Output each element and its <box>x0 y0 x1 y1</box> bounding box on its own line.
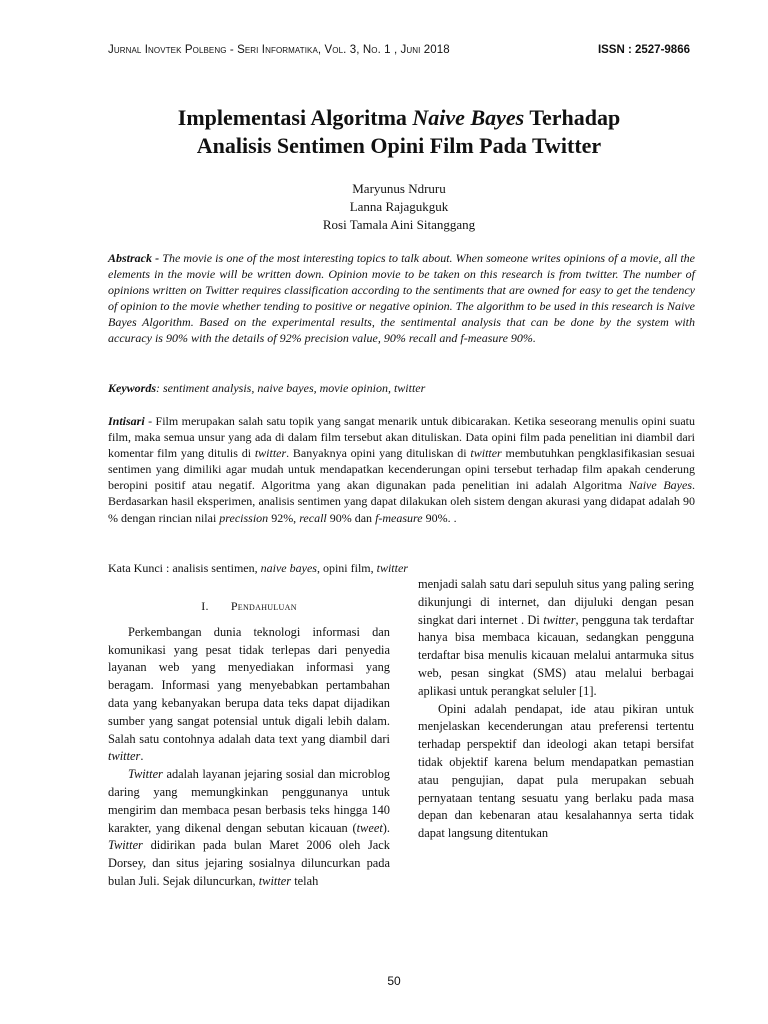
intisari-text: 90% dan <box>326 510 376 525</box>
paragraph-italic: twitter <box>108 749 141 764</box>
intisari <box>108 413 695 526</box>
intisari-italic: f-measure <box>375 510 423 525</box>
author: Rosi Tamala Aini Sitanggang <box>322 217 476 232</box>
section-heading <box>108 598 390 616</box>
kata-kunci <box>108 560 695 576</box>
paragraph-text: telah <box>291 873 319 888</box>
paragraph-text: ). <box>382 820 390 835</box>
paragraph-text: . <box>140 749 144 764</box>
abstract-label: Abstrack - <box>108 251 160 265</box>
keywords-label: Keywords <box>108 381 156 395</box>
paragraph-text: adalah layanan jejaring sosial dan microblog daring yang memungkinkan penggunanya untuk mengirim dan membaca pesan berbasis teks hingga 140 karakter, yang dikenal dengan sebutan kicauan ( <box>108 767 390 835</box>
intisari-label: Intisari <box>108 414 145 428</box>
paragraph-text: , pengguna tak terdaftar hanya bisa membaca kicauan, sedangkan pengguna terdaftar bisa menulis kicauan melalui antarmuka situs web, pesan singkat (SMS) atau melalui berbagai aplikasi untuk perangkat seluler [1]. <box>418 612 694 698</box>
title-italic: Naive Bayes <box>412 105 525 130</box>
kata-kunci-italic: naive bayes <box>260 561 317 575</box>
paragraph <box>108 624 390 766</box>
paragraph-text: menjadi salah satu dari sepuluh situs yang paling sering dikunjungi di internet, dan dijuluki dengan pesan singkat dari internet . Di <box>418 577 694 627</box>
intisari-text: 92%, <box>268 510 300 525</box>
kata-kunci-text: , opini film, <box>316 561 377 575</box>
intisari-text: . Berdasarkan hasil eksperimen, analisis sentimen yang dapat dilakukan oleh sistem dengan akurasi yang didapat adalah 90 % dengan rincian nilai <box>108 478 695 525</box>
page-number: 50 <box>387 974 401 988</box>
paragraph-italic: twitter <box>543 612 576 627</box>
title-line-2: Analisis Sentimen Opini Film Pada Twitter <box>196 133 602 158</box>
intisari-italic: twitter <box>254 446 287 461</box>
keywords <box>108 380 695 396</box>
right-column <box>418 576 694 843</box>
journal-citation: Jurnal Inovtek Polbeng - Seri Informatika, Vol. 3, No. 1 , Juni 2018 <box>108 44 450 56</box>
author: Lanna Rajagukguk <box>349 199 449 214</box>
author: Maryunus Ndruru <box>352 181 446 196</box>
intisari-italic: precission <box>219 510 269 525</box>
paper-title <box>108 104 690 160</box>
author-list <box>108 180 690 234</box>
section-title: Pendahuluan <box>230 599 297 613</box>
issn: ISSN : 2527-9866 <box>597 44 690 56</box>
intisari-italic: Naive Bayes <box>628 478 692 493</box>
intisari-italic: twitter <box>470 446 502 461</box>
paragraph-text: Perkembangan dunia teknologi informasi dan komunikasi yang pesat tidak terlepas dari penyedia layanan web yang menyediakan informasi yang beragam. Informasi yang menyebabkan pertambahan data yang kebanyakan berupa data teks dapat dijadikan sumber yang sangat potensial untuk digali lebih dalam. Salah satu contohnya adalah data text yang diambil dari <box>108 624 390 746</box>
kata-kunci-italic: twitter <box>376 561 408 575</box>
abstract-text: The movie is one of the most interesting topics to talk about. When someone writes opinions of a movie, all the elements in the movie will be written down. Opinion movie to be taken on this research is from twitter. The number of opinions written on Twitter requires classification according to the sentiments that are owned for easy to get the tendency of opinion to the movie whether tending to positive or negative opinion. The algorithm to be used in this research is Naive Bayes Algorithm. Based on the experimental results, the sentimental analysis that can be done by the system with accuracy is 90% with the details of 92% precision value, 90% recall and f-measure 90%. <box>108 251 696 345</box>
intisari-italic: recall <box>299 510 327 525</box>
title-text: Terhadap <box>524 105 621 130</box>
running-header <box>108 44 690 62</box>
title-text: Implementasi Algoritma <box>177 105 413 130</box>
paragraph <box>108 766 390 891</box>
kata-kunci-text: Kata Kunci : analisis sentimen, <box>108 561 261 575</box>
paragraph-italic: twitter <box>258 873 292 888</box>
title-line-1 <box>108 104 690 132</box>
paragraph-italic: Twitter <box>108 838 143 853</box>
intisari-text: - Film merupakan salah satu topik yang sangat menarik untuk dibicarakan. Ketika seseorang menulis opini suatu film, maka semua unsur yang ada di dalam film tersebut akan dituliskan. Data opini film pada penelitian ini diambil dari komentar film yang ditulis di <box>108 414 695 461</box>
intisari-text: 90%. . <box>422 510 457 525</box>
keywords-text: : sentiment analysis, naive bayes, movie opinion, twitter <box>156 381 426 395</box>
section-number: I. <box>201 599 209 613</box>
abstract <box>108 250 695 346</box>
paragraph: Opini adalah pendapat, ide atau pikiran untuk menjelaskan kecenderungan atau preferensi tertentu terhadap perspektif dan ideologi akan tetapi bersifat tidak objektif karena belum mendapatkan pemastian atau pengujian, dapat pula merupakan sebuah pernyataan tentang sesuatu yang berlaku pada masa depan dan kebenaran atau kesalahannya serta tidak dapat langsung ditentukan <box>418 701 694 841</box>
paragraph-italic: Twitter <box>128 767 163 782</box>
intisari-text: . Banyaknya opini yang dituliskan di <box>286 446 471 461</box>
left-column <box>108 598 390 891</box>
paragraph-text: didirikan pada bulan Maret 2006 oleh Jack Dorsey, dan situs jejaring sosialnya diluncurkan pada bulan Juli. Sejak diluncurkan, <box>108 838 390 888</box>
paragraph-italic: tweet <box>356 820 383 835</box>
intisari-text: membutuhkan pengklasifikasian sesuai sentimen yang dimiliki agar mudah untuk mendapatkan kecenderungan opini tersebut terhadap film apakah cenderung beropini positif atau negatif. Algoritma yang akan digunakan pada penelitian ini adalah Algoritma <box>108 446 695 493</box>
paragraph <box>418 576 694 701</box>
